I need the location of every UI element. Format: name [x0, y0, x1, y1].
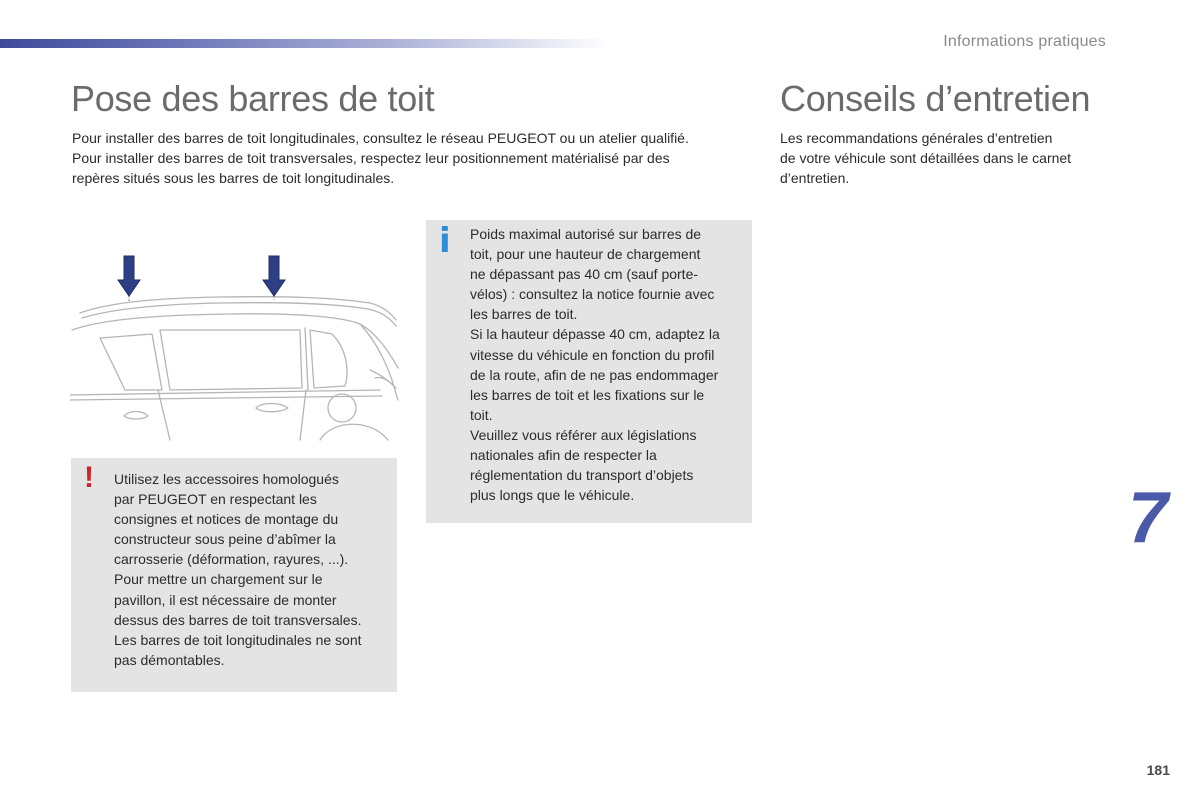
warning-text [114, 469, 394, 670]
info-line: toit, pour une hauteur de chargement [470, 246, 701, 263]
info-line: toit. [470, 406, 493, 423]
chapter-number: 7 [1128, 478, 1169, 558]
maintenance-line: d’entretien. [780, 170, 850, 186]
info-line: Si la hauteur dépasse 40 cm, adaptez la [470, 326, 720, 343]
info-line: les barres de toit et les fixations sur le [470, 386, 705, 403]
warning-line: par PEUGEOT en respectant les [114, 491, 317, 508]
info-box [426, 220, 752, 523]
info-text [470, 224, 750, 505]
warning-line: pavillon, il est nécessaire de monter [114, 591, 337, 608]
info-line: vitesse du véhicule en fonction du profil [470, 346, 715, 363]
warning-line: consignes et notices de montage du [114, 511, 339, 528]
page-number: 181 [1146, 762, 1170, 778]
warning-line: carrosserie (déformation, rayures, ...). [114, 551, 349, 568]
maintenance-text [780, 128, 1120, 188]
maintenance-title: Conseils d’entretien [780, 78, 1091, 119]
maintenance-line: de votre véhicule sont détaillées dans le carnet [780, 150, 1072, 166]
info-line: Veuillez vous référer aux législations [470, 426, 697, 443]
exclamation-icon: ! [84, 461, 94, 494]
warning-line: dessus des barres de toit transversales. [114, 611, 362, 628]
info-line: ne dépassant pas 40 cm (sauf porte- [470, 266, 699, 283]
header-gradient-bar [0, 39, 610, 48]
warning-line: Utilisez les accessoires homologués [114, 471, 339, 487]
info-icon: i [439, 221, 451, 261]
intro-line: repères situés sous les barres de toit longitudinales. [72, 170, 395, 186]
warning-box [71, 458, 397, 692]
info-line: de la route, afin de ne pas endommager [470, 366, 719, 383]
info-line: Poids maximal autorisé sur barres de [470, 226, 702, 242]
intro-line: Pour installer des barres de toit longitudinales, consultez le réseau PEUGEOT ou un atelier qualifié. [72, 130, 689, 146]
warning-line: constructeur sous peine d’abîmer la [114, 531, 336, 548]
warning-line: Les barres de toit longitudinales ne sont [114, 631, 362, 648]
warning-line: pas démontables. [114, 651, 225, 668]
roof-bars-intro [72, 128, 762, 188]
car-roof-bars-illustration [70, 250, 400, 445]
warning-line: Pour mettre un chargement sur le [114, 571, 323, 588]
info-line: nationales afin de respecter la [470, 447, 657, 464]
roof-bars-title: Pose des barres de toit [71, 78, 435, 119]
info-line: vélos) : consultez la notice fournie avec [470, 286, 715, 303]
maintenance-line: Les recommandations générales d’entretien [780, 130, 1053, 146]
info-line: réglementation du transport d’objets [470, 467, 694, 484]
info-line: plus longs que le véhicule. [470, 487, 635, 504]
intro-line: Pour installer des barres de toit transversales, respectez leur positionnement matérialisé par des [72, 150, 670, 166]
section-label: Informations pratiques [943, 33, 1106, 50]
info-line: les barres de toit. [470, 306, 578, 323]
